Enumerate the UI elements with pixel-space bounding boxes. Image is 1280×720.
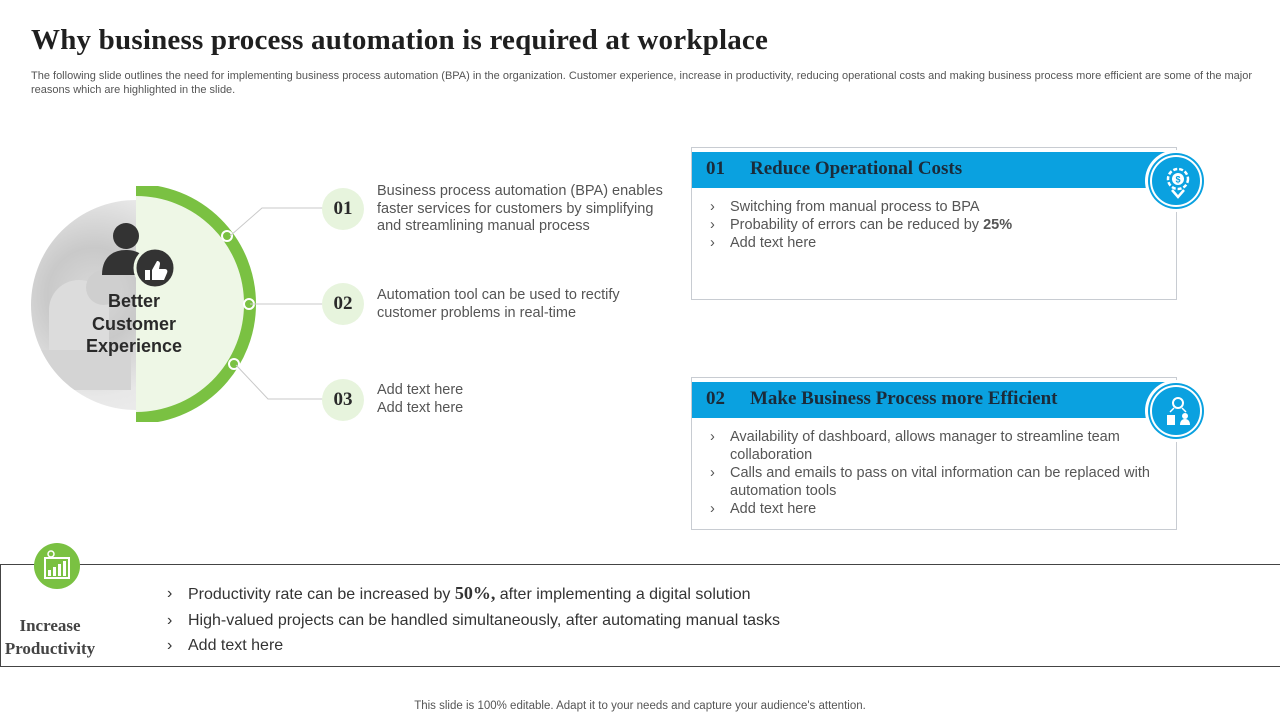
list-item — [167, 581, 780, 608]
efficient-process-box — [691, 377, 1177, 530]
ip-line-1: Increase — [19, 616, 81, 635]
page-title: Why business process automation is required at workplace — [31, 24, 769, 56]
point-number-03: 03 — [322, 379, 364, 421]
productivity-value: 50%, — [454, 583, 496, 603]
growth-chart-icon — [34, 543, 80, 589]
list-item-text: after implementing a digital solution — [495, 586, 751, 603]
process-badge-inner — [1150, 385, 1202, 437]
page-subtitle: The following slide outlines the need for implementing business process automation (BPA) in the organization. Customer experience, increase in productivity, reducing operational costs and making business process more efficient are some of the major reasons which are highlighted in the slide. — [31, 70, 1253, 96]
svg-text:$: $ — [1175, 174, 1181, 185]
customer-thumbs-up-icon — [100, 220, 180, 290]
bce-line-3: Experience — [85, 336, 183, 356]
bce-line-1: Better — [107, 291, 160, 311]
list-item-text: Probability of errors can be reduced by — [730, 217, 984, 233]
productivity-list — [167, 581, 780, 659]
point-text-03-line2: Add text here — [377, 399, 464, 416]
increase-productivity-label — [0, 614, 100, 660]
reduce-costs-box — [691, 147, 1177, 300]
reduce-costs-title: Reduce Operational Costs — [750, 158, 963, 179]
point-number-02: 02 — [322, 283, 364, 325]
list-item: › Calls and emails to pass on vital information can be replaced with automation tools — [710, 464, 1156, 500]
list-item: › Add text here — [710, 500, 1156, 518]
cost-badge — [1145, 150, 1207, 212]
list-item: › Switching from manual process to BPA — [710, 198, 1156, 216]
bce-line-2: Customer — [91, 313, 176, 334]
point-text-01: Business process automation (BPA) enables faster services for customers by simplifying and streamlining manual process — [377, 183, 663, 234]
list-item: › Availability of dashboard, allows manager to streamline team collaboration — [710, 428, 1156, 464]
reduce-costs-number: 01 — [706, 158, 725, 179]
list-item-text: Productivity rate can be increased by — [188, 586, 455, 603]
ip-line-2: Productivity — [4, 639, 96, 658]
point-text-03-line1: Add text here — [377, 382, 464, 398]
money-gear-icon — [1152, 157, 1204, 209]
cost-badge-inner — [1150, 155, 1202, 207]
footer-note: This slide is 100% editable. Adapt it to your needs and capture your audience's attention. — [414, 700, 866, 712]
increase-productivity-band — [0, 564, 1280, 667]
reduce-costs-list — [692, 188, 1176, 252]
point-number-01: 01 — [322, 188, 364, 230]
list-item: › Add text here — [710, 234, 1156, 252]
ring-dot-2 — [244, 299, 254, 309]
list-item: › High-valued projects can be handled simultaneously, after automating manual tasks — [167, 608, 780, 634]
list-item: › Add text here — [167, 633, 780, 659]
reduce-costs-header — [692, 152, 1176, 188]
productivity-icon-badge — [34, 543, 80, 589]
process-badge — [1145, 380, 1207, 442]
point-text-03 — [377, 382, 677, 417]
team-process-icon — [1152, 387, 1204, 439]
list-item — [710, 216, 1156, 234]
better-customer-experience-label — [74, 290, 194, 358]
point-text-02: Automation tool can be used to rectify customer problems in real-time — [377, 287, 620, 321]
efficient-process-list — [692, 418, 1176, 518]
ring-dot-1 — [222, 231, 232, 241]
ring-dot-3 — [229, 359, 239, 369]
efficient-process-title: Make Business Process more Efficient — [750, 388, 1058, 409]
error-reduction-value: 25% — [983, 217, 1013, 233]
efficient-process-number: 02 — [706, 388, 725, 409]
efficient-process-header — [692, 382, 1176, 418]
